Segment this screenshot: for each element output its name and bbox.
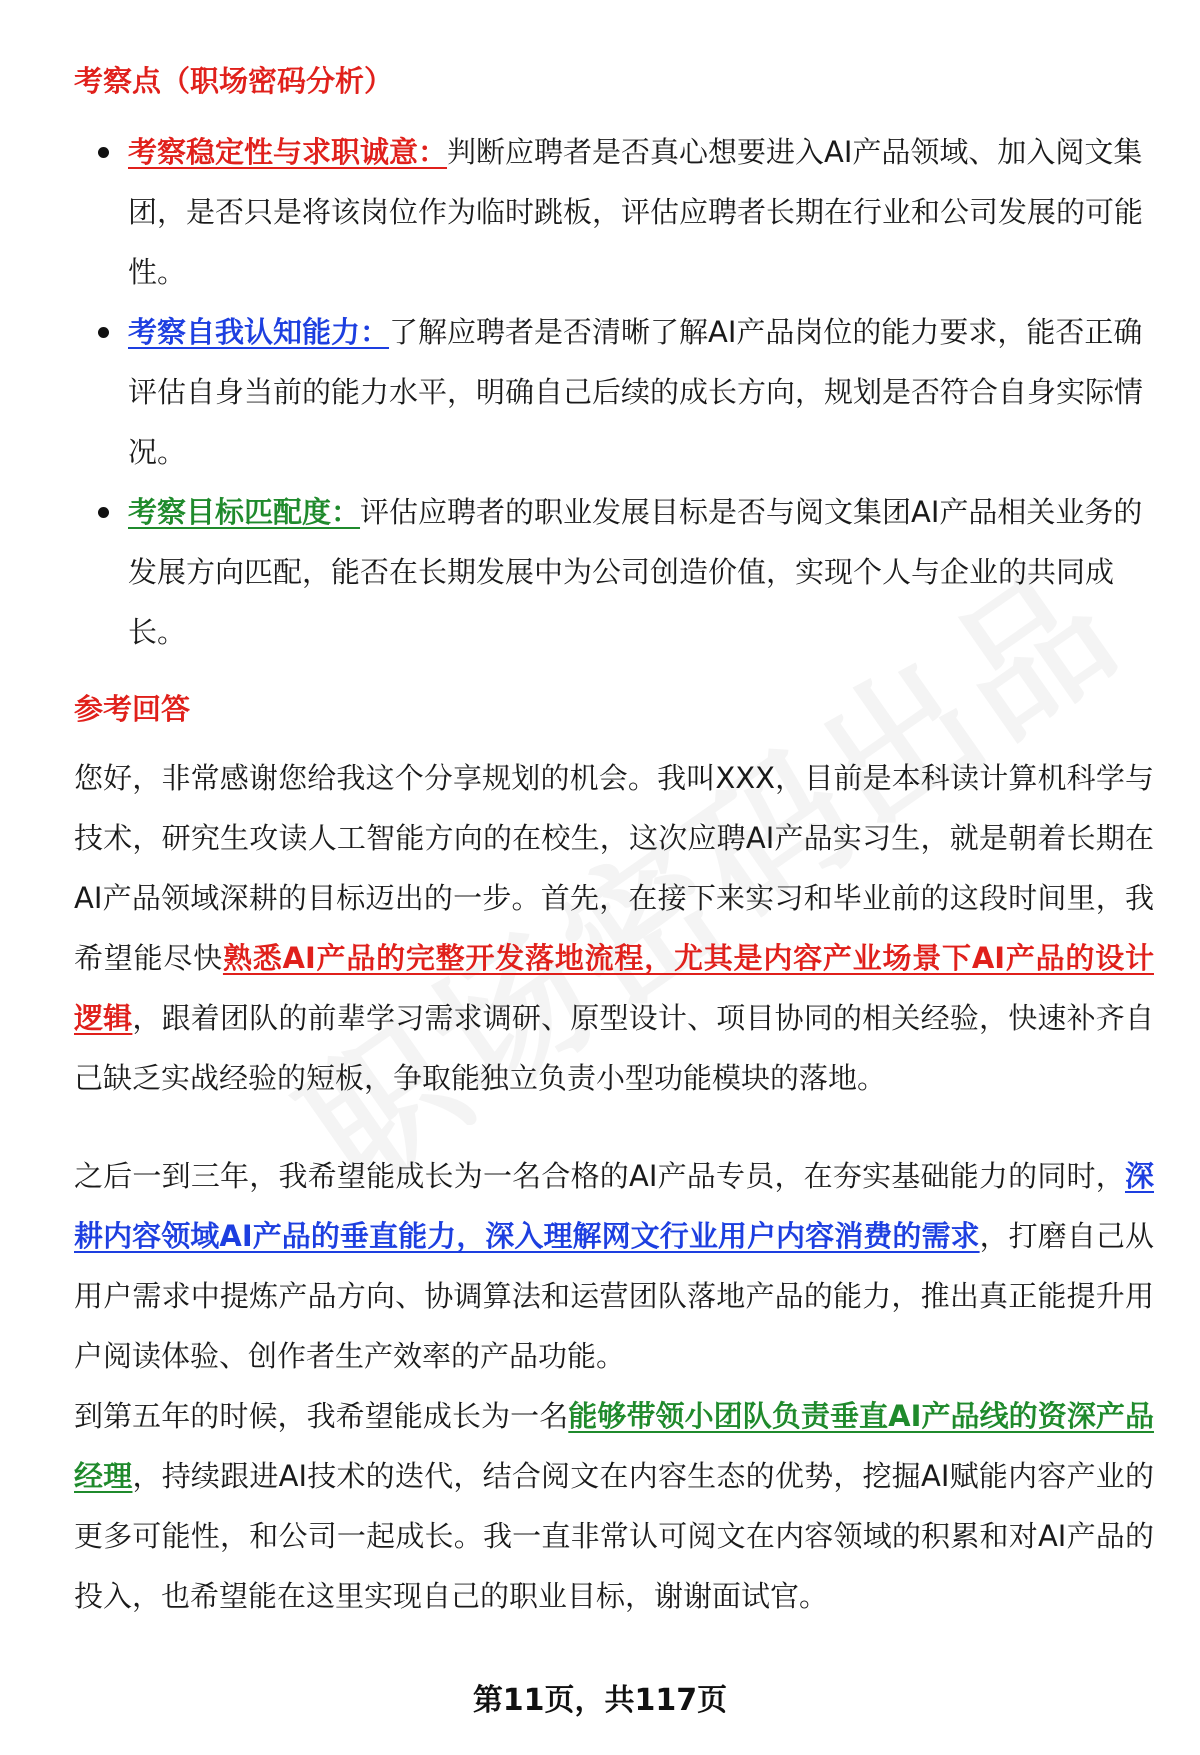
bullet-icon [98, 327, 109, 338]
highlight-text: 熟悉AI产品的完整开发落地流程，尤其是内容产业场景下AI产品的设计逻辑 [74, 941, 1154, 1035]
point-label: 考察自我认知能力： [128, 315, 390, 349]
point-label: 考察目标匹配度： [128, 495, 361, 529]
point-text: 判断应聘者是否真心想要进入AI产品领域、加入阅文集团，是否只是将该岗位作为临时跳板，评估应聘者长期在行业和公司发展的可能性。 [128, 135, 1144, 289]
list-item [74, 122, 1154, 302]
list-item [74, 302, 1154, 482]
answer-paragraph-2 [74, 1146, 1154, 1386]
point-text: 了解应聘者是否清晰了解AI产品岗位的能力要求，能否正确评估自身当前的能力水平，明确自己后续的成长方向，规划是否符合自身实际情况。 [128, 315, 1144, 469]
page-number: 第11页，共117页 [472, 1683, 728, 1718]
highlight-text: 深耕内容领域AI产品的垂直能力，深入理解网文行业用户内容消费的需求 [74, 1159, 1154, 1253]
document-body [74, 52, 1154, 1626]
paragraph-text: 到第五年的时候，我希望能成长为一名 [74, 1399, 569, 1433]
bullet-icon [98, 507, 109, 518]
point-label: 考察稳定性与求职诚意： [128, 135, 448, 169]
highlight-text: 能够带领小团队负责垂直AI产品线的资深产品经理 [74, 1399, 1154, 1493]
list-item [74, 482, 1154, 662]
paragraph-text: ，持续跟进AI技术的迭代，结合阅文在内容生态的优势，挖掘AI赋能内容产业的更多可能性，和公司一起成长。我一直非常认可阅文在内容领域的积累和对AI产品的投入，也希望能在这里实现自己的职业目标，谢谢面试官。 [74, 1459, 1154, 1613]
paragraph-text: 之后一到三年，我希望能成长为一名合格的AI产品专员，在夯实基础能力的同时， [74, 1159, 1125, 1193]
section-title-answer: 参考回答 [74, 692, 191, 726]
evaluation-points-list [74, 122, 1154, 662]
paragraph-text: 您好，非常感谢您给我这个分享规划的机会。我叫XXX，目前是本科读计算机科学与技术，研究生攻读人工智能方向的在校生，这次应聘AI产品实习生，就是朝着长期在AI产品领域深耕的目标迈出的一步。首先，在接下来实习和毕业前的这段时间里，我希望能尽快 [74, 761, 1154, 975]
answer-paragraph-1 [74, 748, 1154, 1108]
bullet-icon [98, 147, 109, 158]
answer-paragraph-3 [74, 1386, 1154, 1626]
paragraph-text: ，跟着团队的前辈学习需求调研、原型设计、项目协同的相关经验，快速补齐自己缺乏实战经验的短板，争取能独立负责小型功能模块的落地。 [74, 1001, 1154, 1095]
section-title-evaluation: 考察点（职场密码分析） [74, 64, 394, 98]
point-text: 评估应聘者的职业发展目标是否与阅文集团AI产品相关业务的发展方向匹配，能否在长期发展中为公司创造价值，实现个人与企业的共同成长。 [128, 495, 1143, 649]
paragraph-text: ，打磨自己从用户需求中提炼产品方向、协调算法和运营团队落地产品的能力，推出真正能提升用户阅读体验、创作者生产效率的产品功能。 [74, 1219, 1154, 1373]
